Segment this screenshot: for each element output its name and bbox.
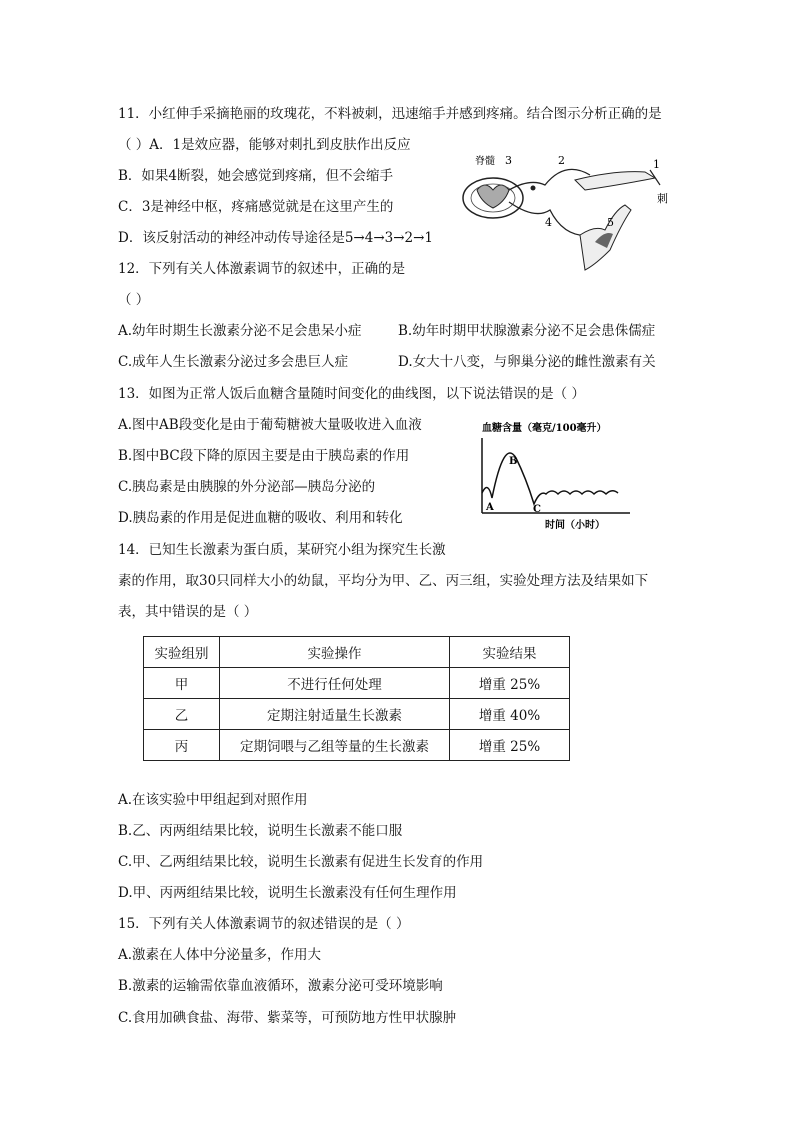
q12-option-c: C.成年人生长激素分泌过多会患巨人症 [118,354,349,370]
q11-option-c: C．3是神经中枢，疼痛感觉就是在这里产生的 [118,199,394,215]
blood-sugar-curve [482,453,618,504]
q15-stem: 15．下列有关人体激素调节的叙述错误的是（ ） [118,916,410,932]
stab-label: 刺 [657,192,668,205]
q14-option-b: B.乙、丙两组结果比较，说明生长激素不能口服 [118,823,403,839]
q12-stem: 12．下列有关人体激素调节的叙述中，正确的是 [118,261,406,277]
label-4: 4 [545,216,552,229]
table-cell: 增重 25% [450,730,570,761]
q13-option-c: C.胰岛素是由胰腺的外分泌部—胰岛分泌的 [118,479,376,495]
table-header: 实验组别 [144,637,220,668]
q14-stem-line2: 素的作用，取30只同样大小的幼鼠，平均分为甲、乙、丙三组，实验处理方法及结果如下 [118,573,649,589]
q12-option-d: D.女大十八变，与卵巢分泌的雌性激素有关 [398,354,656,370]
experiment-table [143,636,570,761]
q11-option-d: D．该反射活动的神经冲动传导途径是5→4→3→2→1 [118,230,434,246]
q14-option-d: D.甲、丙两组结果比较，说明生长激素没有任何生理作用 [118,885,457,901]
table-cell: 定期饲喂与乙组等量的生长激素 [220,730,450,761]
q13-stem: 13．如图为正常人饭后血糖含量随时间变化的曲线图，以下说法错误的是（ ） [118,386,585,402]
table-cell: 定期注射适量生长激素 [220,699,450,730]
label-1: 1 [653,158,660,171]
q15-option-c: C.食用加碘食盐、海带、紫菜等，可预防地方性甲状腺肿 [118,1010,457,1026]
q12-option-a: A.幼年时期生长激素分泌不足会患呆小症 [118,323,362,339]
q11-option-b: B．如果4断裂，她会感觉到疼痛，但不会缩手 [118,168,394,184]
q11-option-a: （ ）A．1是效应器，能够对刺扎到皮肤作出反应 [118,137,411,153]
table-header-row [144,637,570,668]
label-2: 2 [558,154,565,167]
table-row [144,668,570,699]
table-row [144,699,570,730]
table-cell: 甲 [144,668,220,699]
table-cell: 增重 40% [450,699,570,730]
q15-option-a: A.激素在人体中分泌量多，作用大 [118,947,322,963]
q14-option-a: A.在该实验中甲组起到对照作用 [118,792,308,808]
blood-sugar-chart [470,418,640,533]
chart-xlabel: 时间（小时） [545,520,605,531]
table-row [144,730,570,761]
q12-bracket: （ ） [118,292,150,308]
table-cell: 不进行任何处理 [220,668,450,699]
table-header: 实验结果 [450,637,570,668]
table-cell: 增重 25% [450,668,570,699]
reflex-arc-figure [455,150,675,280]
table-cell: 丙 [144,730,220,761]
table-header: 实验操作 [220,637,450,668]
q13-option-a: A.图中AB段变化是由于葡萄糖被大量吸收进入血液 [118,417,422,433]
point-b: B [509,456,518,467]
q12-option-b: B.幼年时期甲状腺激素分泌不足会患侏儒症 [398,323,656,339]
q14-stem-line3: 表，其中错误的是（ ） [118,604,258,620]
table-cell: 乙 [144,699,220,730]
q15-option-b: B.激素的运输需依靠血液循环，激素分泌可受环境影响 [118,978,443,994]
chart-ylabel: 血糖含量（毫克/100毫升） [482,423,607,434]
spine-label: 脊髓 [475,156,495,167]
label-5: 5 [607,216,614,229]
q13-option-b: B.图中BC段下降的原因主要是由于胰岛素的作用 [118,448,410,464]
point-c: C [533,504,541,515]
q14-stem-line1: 14．已知生长激素为蛋白质，某研究小组为探究生长激 [118,542,446,558]
q11-stem: 11．小红伸手采摘艳丽的玫瑰花，不料被刺，迅速缩手并感到疼痛。结合图示分析正确的是 [118,106,662,122]
label-3: 3 [505,154,512,167]
point-a: A [486,502,494,513]
q14-option-c: C.甲、乙两组结果比较，说明生长激素有促进生长发育的作用 [118,854,484,870]
q13-option-d: D.胰岛素的作用是促进血糖的吸收、利用和转化 [118,510,403,526]
